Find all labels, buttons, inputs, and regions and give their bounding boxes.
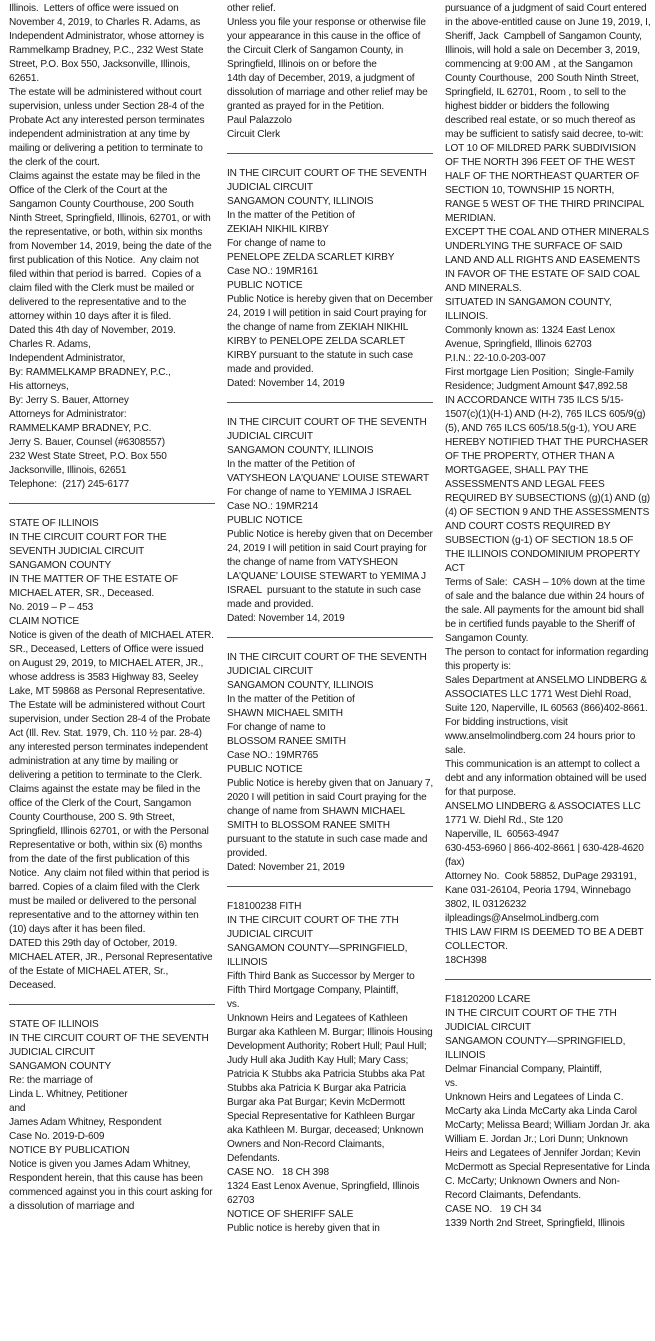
notice-line: Dated this 4th day of November, 2019. (9, 325, 176, 336)
legal-notice (9, 517, 215, 993)
notice-line: 1771 W. Diehl Rd., Ste 120 (445, 815, 563, 826)
notice-line: IN THE CIRCUIT COURT OF THE SEVENTH JUDICIAL CIRCUIT (227, 652, 430, 677)
notice-line: For change of name to (227, 722, 326, 733)
legal-notice (227, 2, 433, 142)
notice-line: PUBLIC NOTICE (227, 515, 303, 526)
notice-line: Delmar Financial Company, Plaintiff, (445, 1064, 602, 1075)
notice-line: 1339 North 2nd Street, Springfield, Illinois (445, 1218, 625, 1229)
notice-line: In the matter of the Petition of (227, 694, 355, 705)
notice-line: THIS LAW FIRM IS DEEMED TO BE A DEBT COLLECTOR. (445, 927, 647, 952)
notice-divider (445, 979, 651, 980)
notice-line: Claims against the estate may be filed in the office of the Clerk of the Court, Sangamon County Courthouse, 200 S. 9th Street, Springfield, Illinois 62701, or with the Personal Representative or both, within six (6) months from the date of the first publication of this Notice. Any claim not filed within that period is barred. Copies of a claim filed with the Clerk must be mailed or delivered to the personal representative and to the attorney within ten (10) days after it has been filed. (9, 784, 212, 935)
notice-line: 630-453-6960 | 866-402-8661 | 630-428-4620 (fax) (445, 843, 647, 868)
notice-line: SHAWN MICHAEL SMITH (227, 708, 343, 719)
notice-line: PUBLIC NOTICE (227, 280, 303, 291)
notice-line: The estate will be administered without court supervision, unless under Section 28-4 of the Probate Act any interested person terminates independent administration at any time by mailing or delivering a petition to terminate to the clerk of the court. (9, 87, 208, 168)
notice-line: SANGAMON COUNTY, ILLINOIS (227, 445, 374, 456)
notice-line: BLOSSOM RANEE SMITH (227, 736, 346, 747)
notice-line: Terms of Sale: CASH – 10% down at the time of sale and the balance due within 24 hours of the sale. All payments for the amount bid shall be in certified funds payable to the Sheriff of Sangamon County. (445, 577, 648, 644)
notice-divider (227, 886, 433, 887)
notice-line: IN THE MATTER OF THE ESTATE OF MICHAEL ATER, SR., Deceased. (9, 574, 181, 599)
notice-divider (9, 1004, 215, 1005)
notice-line: IN THE CIRCUIT COURT OF THE 7TH JUDICIAL CIRCUIT (445, 1008, 620, 1033)
notice-line: Public Notice is hereby given that on December 24, 2019 I will petition in said Court praying for the change of name from ZEKIAH NIKHIL KIRBY to PENELOPE ZELDA SCARLET KIRBY pursuant to the statute in such case made and provided. (227, 294, 436, 375)
notice-line: Notice is given you James Adam Whitney, Respondent herein, that this cause has been commenced against you in this court asking for a dissolution of marriage and (9, 1159, 216, 1212)
notice-line: IN THE CIRCUIT COURT OF THE SEVENTH JUDICIAL CIRCUIT (9, 1033, 212, 1058)
notice-line: vs. (227, 999, 240, 1010)
notice-line: In the matter of the Petition of (227, 459, 355, 470)
notice-line: CASE NO. 19 CH 34 (445, 1204, 542, 1215)
notice-line: EXCEPT THE COAL AND OTHER MINERALS UNDERLYING THE SURFACE OF SAID LAND AND ALL RIGHTS AND EASEMENTS IN FAVOR OF THE ESTATE OF SAID COAL AND MINERALS. (445, 227, 652, 294)
notice-line: James Adam Whitney, Respondent (9, 1117, 162, 1128)
notice-divider (9, 503, 215, 504)
notice-line: pursuance of a judgment of said Court entered in the above-entitled cause on June 19, 2019, I, Sheriff, Jack Campbell of Sangamon County, Illinois, will hold a sale on December 3, 2019, commencing at 9:00 AM , at the Sangamon County Courthouse, 200 South Ninth Street, Springfield, IL 62701, Room , to sell to the highest bidder or bidders the following described real estate, or so much thereof as may be sufficient to satisfy said decree, to-wit: (445, 3, 654, 140)
notice-line: P.I.N.: 22-10.0-203-007 (445, 353, 546, 364)
notice-line: Telephone: (217) 245-6177 (9, 479, 130, 490)
notice-line: Dated: November 14, 2019 (227, 613, 345, 624)
notice-line: SANGAMON COUNTY—SPRINGFIELD, ILLINOIS (445, 1036, 628, 1061)
notice-line: His attorneys, (9, 381, 69, 392)
notice-line: 232 West State Street, P.O. Box 550 (9, 451, 167, 462)
notice-line: Claims against the estate may be filed in the Office of the Clerk of the Court at the Sangamon County Courthouse, 200 South Ninth Street, Springfield, Illinois, 62701, or with the representative, or both, within six months from November 14, 2019, being the date of the first publication of this Notice. Any claim not filed within that period is barred. Copies of a claim filed with the Clerk must be mailed or delivered to the representative and to the attorney within 10 days after it is filed. (9, 171, 215, 322)
notice-line: Case NO.: 19MR765 (227, 750, 319, 761)
notice-line: NOTICE BY PUBLICATION (9, 1145, 130, 1156)
notice-line: Unless you file your response or otherwise file your appearance in this cause in the office of the Circuit Clerk of Sangamon County, in Springfield, Illinois on or before the (227, 17, 429, 70)
notice-line: PENELOPE ZELDA SCARLET KIRBY (227, 252, 395, 263)
notice-line: Naperville, IL 60563-4947 (445, 829, 560, 840)
notice-line: and (9, 1103, 26, 1114)
notice-line: F18120200 LCARE (445, 994, 531, 1005)
notice-line: LOT 10 OF MILDRED PARK SUBDIVISION OF THE NORTH 396 FEET OF THE WEST HALF OF THE NORTHEAST QUARTER OF SECTION 10, TOWNSHIP 15 NORTH, RANGE 5 WEST OF THE THIRD PRINCIPAL MERIDIAN. (445, 143, 647, 224)
notice-line: NOTICE OF SHERIFF SALE (227, 1209, 354, 1220)
notice-line: Attorney No. Cook 58852, DuPage 293191, Kane 031-26104, Peoria 1794, Winnebago 3802, IL 03126232 (445, 871, 640, 910)
notice-line: F18100238 FITH (227, 901, 302, 912)
notice-line: 1324 East Lenox Avenue, Springfield, Illinois 62703 (227, 1181, 422, 1206)
notice-line: Independent Administrator, (9, 353, 126, 364)
notice-line: Illinois. Letters of office were issued on November 4, 2019, to Charles R. Adams, as Independent Administrator, whose attorney is Rammelkamp Bradney, P.C., 232 West State Street, P.O. Box 550, Jacksonville, Illinois, 62651. (9, 3, 207, 84)
notice-line: DATED this 29th day of October, 2019. (9, 938, 178, 949)
notice-line: SITUATED IN SANGAMON COUNTY, ILLINOIS. (445, 297, 615, 322)
notice-divider (227, 402, 433, 403)
notice-line: ilpleadings@AnselmoLindberg.com (445, 913, 599, 924)
legal-notice (445, 2, 654, 968)
notice-line: IN THE CIRCUIT COURT OF THE SEVENTH JUDICIAL CIRCUIT (227, 417, 430, 442)
notice-line: In the matter of the Petition of (227, 210, 355, 221)
notice-line: IN THE CIRCUIT COURT OF THE 7TH JUDICIAL CIRCUIT (227, 915, 402, 940)
notice-line: STATE OF ILLINOIS (9, 518, 99, 529)
notice-line: SANGAMON COUNTY, ILLINOIS (227, 196, 374, 207)
notice-line: Charles R. Adams, (9, 339, 91, 350)
notice-line: SANGAMON COUNTY (9, 1061, 112, 1072)
notice-line: IN THE CIRCUIT COURT FOR THE SEVENTH JUDICIAL CIRCUIT (9, 532, 170, 557)
notice-line: vs. (445, 1078, 458, 1089)
legal-notice (227, 651, 436, 875)
notice-line: RAMMELKAMP BRADNEY, P.C. (9, 423, 152, 434)
notice-line: IN ACCORDANCE WITH 735 ILCS 5/15-1507(c)(1)(H-1) AND (H-2), 765 ILCS 605/9(g)(5), AND 765 ILCS 605/18.5(g-1), YOU ARE HEREBY NOTIFIED THAT THE PURCHASER OF THE PROPERTY, OTHER THAN A MORTGAGEE, SHALL PAY THE ASSESSMENTS AND LEGAL FEES REQUIRED BY SUBSECTIONS (g)(1) AND (g)(4) OF SECTION 9 AND THE ASSESSMENTS AND COURT COSTS REQUIRED BY SUBSECTION (g-1) OF SECTION 18.5 OF THE ILLINOIS CONDOMINIUM PROPERTY ACT (445, 395, 652, 574)
notice-line: Notice is given of the death of MICHAEL ATER. SR., Deceased, Letters of Office were issued on August 29, 2019, to MICHAEL ATER, JR., whose address is 3583 Highway 83, Seeley Lake, MT 59868 as Personal Representative. (9, 630, 217, 697)
notice-line: Unknown Heirs and Legatees of Linda C. McCarty aka Linda McCarty aka Linda Carol McCarty; Melissa Beard; William Jordan Jr. aka William E. Jordan Jr.; Lori Dunn; Unknown Heirs and Legatees of Jennifer Jordan; Kevin McDermott as Special Representative for Linda C. McCarty; Unknown Owners and Non-Record Claimants, Defendants. (445, 1092, 653, 1201)
notice-line: Circuit Clerk (227, 129, 281, 140)
notice-line: First mortgage Lien Position; Single-Family Residence; Judgment Amount $47,892.58 (445, 367, 637, 392)
notice-line: 14th day of December, 2019, a judgment of dissolution of marriage and other relief may be granted as prayed for in the Petition. (227, 73, 431, 112)
notice-line: Case NO.: 19MR161 (227, 266, 319, 277)
notice-line: ANSELMO LINDBERG & ASSOCIATES LLC (445, 801, 641, 812)
legal-notice (227, 416, 436, 626)
notice-line: SANGAMON COUNTY—SPRINGFIELD, ILLINOIS (227, 943, 410, 968)
notice-line: Dated: November 21, 2019 (227, 862, 345, 873)
notice-divider (227, 153, 433, 154)
notice-line: By: Jerry S. Bauer, Attorney (9, 395, 129, 406)
legal-notice (227, 167, 436, 391)
notice-line: By: RAMMELKAMP BRADNEY, P.C., (9, 367, 171, 378)
notice-line: PUBLIC NOTICE (227, 764, 303, 775)
column-1 (9, 2, 215, 1341)
notice-line: Jerry S. Bauer, Counsel (#6308557) (9, 437, 165, 448)
notice-line: STATE OF ILLINOIS (9, 1019, 99, 1030)
notice-line: The person to contact for information regarding this property is: (445, 647, 652, 672)
notice-line: IN THE CIRCUIT COURT OF THE SEVENTH JUDICIAL CIRCUIT (227, 168, 430, 193)
legal-notice (445, 993, 651, 1231)
notice-line: For change of name to YEMIMA J ISRAEL (227, 487, 412, 498)
notice-line: SANGAMON COUNTY (9, 560, 112, 571)
notice-line: Unknown Heirs and Legatees of Kathleen Burgar aka Kathleen M. Burgar; Illinois Housing Development Authority; Robert Hull; Paul Hull; Judy Hull aka Judith Kay Hull; Mary Cass; Patricia K Stubbs aka Patricia Stubbs aka Pat Stubbs aka Patricia K Burgar aka Patricia Burgar aka Pat Burgar; Kevin McDermott Special Representative for Kathleen Burgar aka Kathleen M. Burgar, deceased; Unknown Owners and Non-Record Claimants, Defendants. (227, 1013, 436, 1164)
notice-line: This communication is an attempt to collect a debt and any information obtained will be used for that purpose. (445, 759, 649, 798)
notice-line: Case NO.: 19MR214 (227, 501, 319, 512)
notice-line: Public Notice is hereby given that on December 24, 2019 I will petition in said Court praying for the change of name from VATYSHEON LA'QUANE' LOUISE STEWART to YEMIMA J ISRAEL pursuant to the statute in such case made and provided. (227, 529, 436, 610)
notice-line: SANGAMON COUNTY, ILLINOIS (227, 680, 374, 691)
legal-notice (9, 2, 215, 492)
notice-line: The Estate will be administered without Court supervision, under Section 28-4 of the Probate Act (Ill. Rev. Stat. 1979, Ch. 110 ½ par. 28-4) any interested person terminates independent administration at any time by mailing or delivering a petition to terminate to the Clerk. (9, 700, 213, 781)
legal-notice (9, 1018, 215, 1214)
notice-line: ZEKIAH NIKHIL KIRBY (227, 224, 329, 235)
notice-line: Public notice is hereby given that in (227, 1223, 380, 1234)
notice-line: Public Notice is hereby given that on January 7, 2020 I will petition in said Court praying for the change of name from SHAWN MICHAEL SMITH to BLOSSOM RANEE SMITH pursuant to the statute in such case made and provided. (227, 778, 436, 859)
notice-line: Sales Department at ANSELMO LINDBERG & ASSOCIATES LLC 1771 West Diehl Road, Suite 120, Naperville, IL 60563 (866)402-8661. For bidding instructions, visit www.anselmolindberg.com 24 hours prior to sale. (445, 675, 651, 756)
legal-notice (227, 900, 436, 1236)
notice-line: No. 2019 – P – 453 (9, 602, 94, 613)
notice-line: Paul Palazzolo (227, 115, 292, 126)
notice-line: CASE NO. 18 CH 398 (227, 1167, 329, 1178)
notice-line: CLAIM NOTICE (9, 616, 79, 627)
notice-line: Case No. 2019-D-609 (9, 1131, 105, 1142)
notice-line: Commonly known as: 1324 East Lenox Avenue, Springfield, Illinois 62703 (445, 325, 618, 350)
notice-line: Dated: November 14, 2019 (227, 378, 345, 389)
notice-line: MICHAEL ATER, JR., Personal Representative of the Estate of MICHAEL ATER, Sr., Deceased. (9, 952, 216, 991)
notice-line: other relief. (227, 3, 276, 14)
notice-line: For change of name to (227, 238, 326, 249)
notice-line: 18CH398 (445, 955, 487, 966)
notice-line: Re: the marriage of (9, 1075, 93, 1086)
column-2 (227, 2, 436, 1341)
notice-line: VATYSHEON LA'QUANE' LOUISE STEWART (227, 473, 429, 484)
notice-line: Linda L. Whitney, Petitioner (9, 1089, 128, 1100)
notice-line: Attorneys for Administrator: (9, 409, 127, 420)
notice-line: Jacksonville, Illinois, 62651 (9, 465, 127, 476)
notice-line: Fifth Third Bank as Successor by Merger to Fifth Third Mortgage Company, Plaintiff, (227, 971, 418, 996)
column-3 (445, 2, 654, 1341)
notice-divider (227, 637, 433, 638)
